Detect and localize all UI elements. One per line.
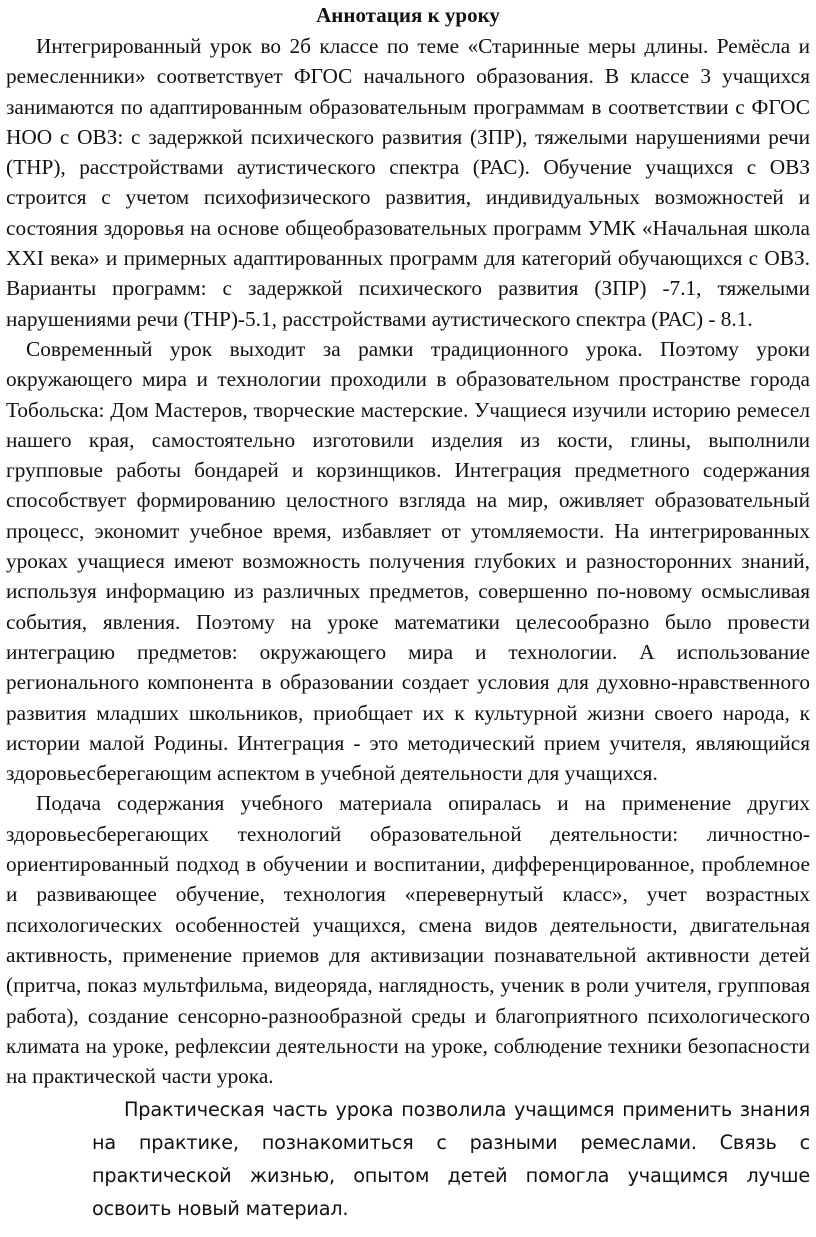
document-title: Аннотация к уроку [316,3,500,27]
paragraph-intro: Интегрированный урок во 2б классе по теме «Старинные меры длины. Ремёсла и ремесленники» соответствует ФГОС начального образования. В классе 3 учащихся занимаются по адаптированным образовательным программам в соответствии с ФГОС НОО с ОВЗ: с задержкой психического развития (ЗПР), тяжелыми нарушениями речи (ТНР), расстройствами аутистического спектра (РАС). Обучение учащихся с ОВЗ строится с учетом психофизического развития, индивидуальных возможностей и состояния здоровья на основе общеобразовательных программ УМК «Начальная школа XXI века» и примерных адаптированных программ для категорий обучающихся с ОВЗ. Варианты программ: с задержкой психического развития (ЗПР) -7.1, тяжелыми нарушениями речи (ТНР)-5.1, расстройствами аутистического спектра (РАС) - 8.1. [6,34,810,331]
paragraph-practical-part: Практическая часть урока позволила учащимся применить знания на практике, познакомиться с разными ремеслами. Связь с практической жизнью, опытом детей помогла учащимся лучше освоить новый материал. [92,1098,810,1221]
paragraph-modern-lesson: Современный урок выходит за рамки традиционного урока. Поэтому уроки окружающего мира и технологии проходили в образовательном пространстве города Тобольска: Дом Мастеров, творческие мастерские. Учащиеся изучили историю ремесел нашего края, самостоятельно изготовили изделия из кости, глины, выполнили групповые работы бондарей и корзинщиков. Интеграция предметного содержания способствует формированию целостного взгляда на мир, оживляет образовательный процесс, экономит учебное время, избавляет от утомляемости. На интегрированных уроках учащиеся имеют возможность получения глубоких и разносторонних знаний, используя информацию из различных предметов, совершенно по-новому осмысливая события, явления. Поэтому на уроке математики целесообразно было провести интеграцию предметов: окружающего мира и технологии. А использование регионального компонента в образовании создает условия для духовно-нравственного развития младших школьников, приобщает их к культурной жизни своего народа, к истории малой Родины. Интеграция - это методический прием учителя, являющийся здоровьесберегающим аспектом в учебной деятельности для учащихся. [6,336,810,786]
paragraph-technologies: Подача содержания учебного материала опиралась и на применение других здоровьесберегающих технологий образовательной деятельности: личностно-ориентированный подход в обучении и воспитании, дифференцированное, проблемное и развивающее обучение, технология «перевернутый класс», учет возрастных психологических особенностей учащихся, смена видов деятельности, двигательная активность, применение приемов для активизации познавательной активности детей (притча, показ мультфильма, видеоряда, наглядность, ученик в роли учителя, групповая работа), создание сенсорно-разнообразной среды и благоприятного психологического климата на уроке, рефлексии деятельности на уроке, соблюдение техники безопасности на практической части урока. [6,791,810,1089]
